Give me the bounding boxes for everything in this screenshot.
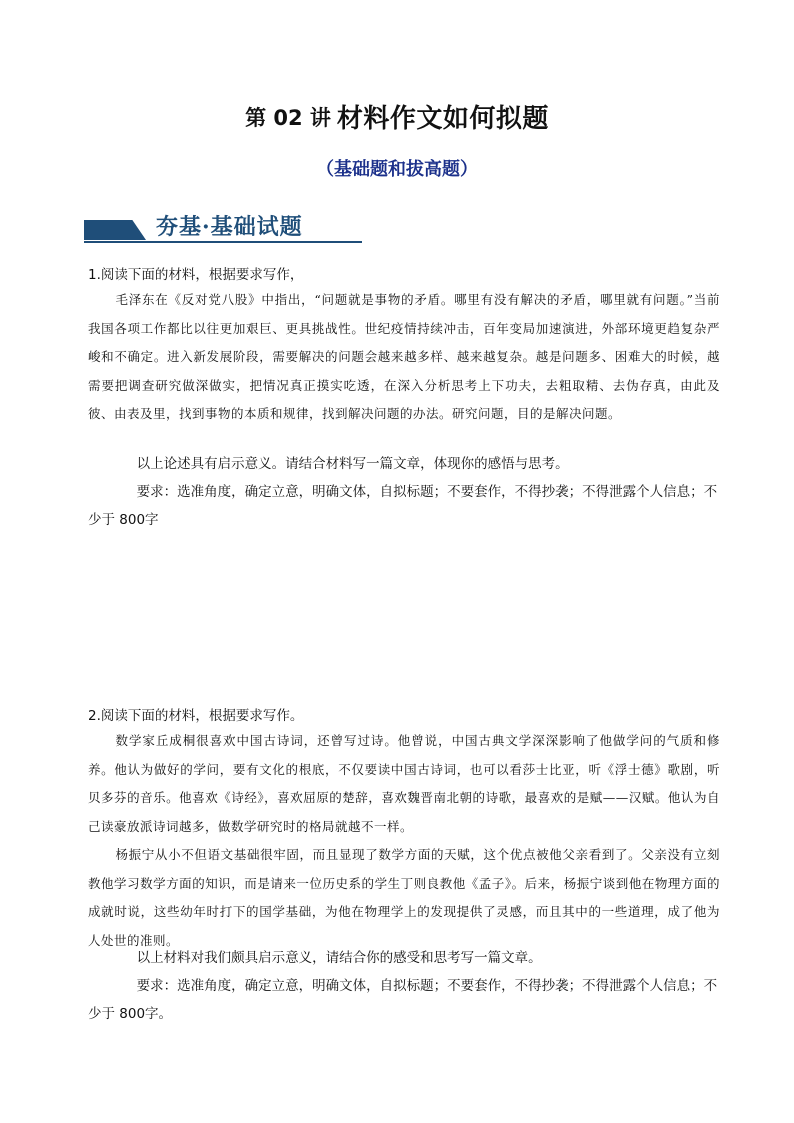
question-1-requirement: 要求：选准角度，确定立意，明确文体，自拟标题；不要套作，不得抄袭；不得泄露个人信息；不少于 800字 (88, 484, 718, 528)
section-label: 夯基·基础试题 (156, 214, 303, 240)
question-2-prompt: 以上材料对我们颇具启示意义，请结合你的感受和思考写一篇文章。 (136, 950, 542, 966)
section-banner-bar (84, 220, 146, 240)
question-1-prompt: 以上论述具有启示意义。请结合材料写一篇文章，体现你的感悟与思考。 (136, 456, 569, 472)
question-2-material (88, 727, 720, 955)
question-2-requirement: 要求：选准角度，确定立意，明确文体，自拟标题；不要套作，不得抄袭；不得泄露个人信息；不少于 800字。 (88, 978, 718, 1022)
question-1-material (88, 286, 720, 429)
question-2-material-paragraph-1: 数学家丘成桐很喜欢中国古诗词，还曾写过诗。他曾说，中国古典文学深深影响了他做学问的气质和修养。他认为做好的学问，要有文化的根底，不仅要读中国古诗词，也可以看莎士比亚，听《浮士德》歌剧，听贝多芬的音乐。他喜欢《诗经》，喜欢屈原的楚辞，喜欢魏晋南北朝的诗歌，最喜欢的是赋——汉赋。他认为自己读豪放派诗词越多，做数学研究时的格局就越不一样。 (88, 733, 720, 834)
page-subtitle: （基础题和拔高题） (316, 159, 478, 180)
question-2-material-paragraph-2: 杨振宁从小不但语文基础很牢固，而且显现了数学方面的天赋，这个优点被他父亲看到了。父亲没有立刻教他学习数学方面的知识，而是请来一位历史系的学生丁则良教他《孟子》。后来，杨振宁谈到他在物理方面的成就时说，这些幼年时打下的国学基础，为他在物理学上的发现提供了灵感，而且其中的一些道理，成了他为人处世的准则。 (88, 847, 720, 948)
section-underline (84, 241, 362, 243)
question-1-heading: 1.阅读下面的材料，根据要求写作， (88, 267, 304, 283)
lecture-number: 第 02 讲 (245, 106, 331, 130)
question-2-prompt-block (88, 944, 722, 1028)
question-1-prompt-block (88, 450, 722, 534)
section-banner (84, 208, 364, 244)
question-1-material-paragraph: 毛泽东在《反对党八股》中指出，“问题就是事物的矛盾。哪里有没有解决的矛盾，哪里就有问题。”当前我国各项工作都比以往更加艰巨、更具挑战性。世纪疫情持续冲击，百年变局加速演进，外部环境更趋复杂严峻和不确定。进入新发展阶段，需要解决的问题会越来越多样、越来越复杂。越是问题多、困难大的时候，越需要把调查研究做深做实，把情况真正摸实吃透，在深入分析思考上下功夫，去粗取精、去伪存真，由此及彼、由表及里，找到事物的本质和规律，找到解决问题的办法。研究问题，目的是解决问题。 (88, 292, 720, 421)
lecture-title: 材料作文如何拟题 (336, 104, 549, 134)
page-title (0, 98, 794, 135)
question-2-heading: 2.阅读下面的材料，根据要求写作。 (88, 708, 304, 724)
